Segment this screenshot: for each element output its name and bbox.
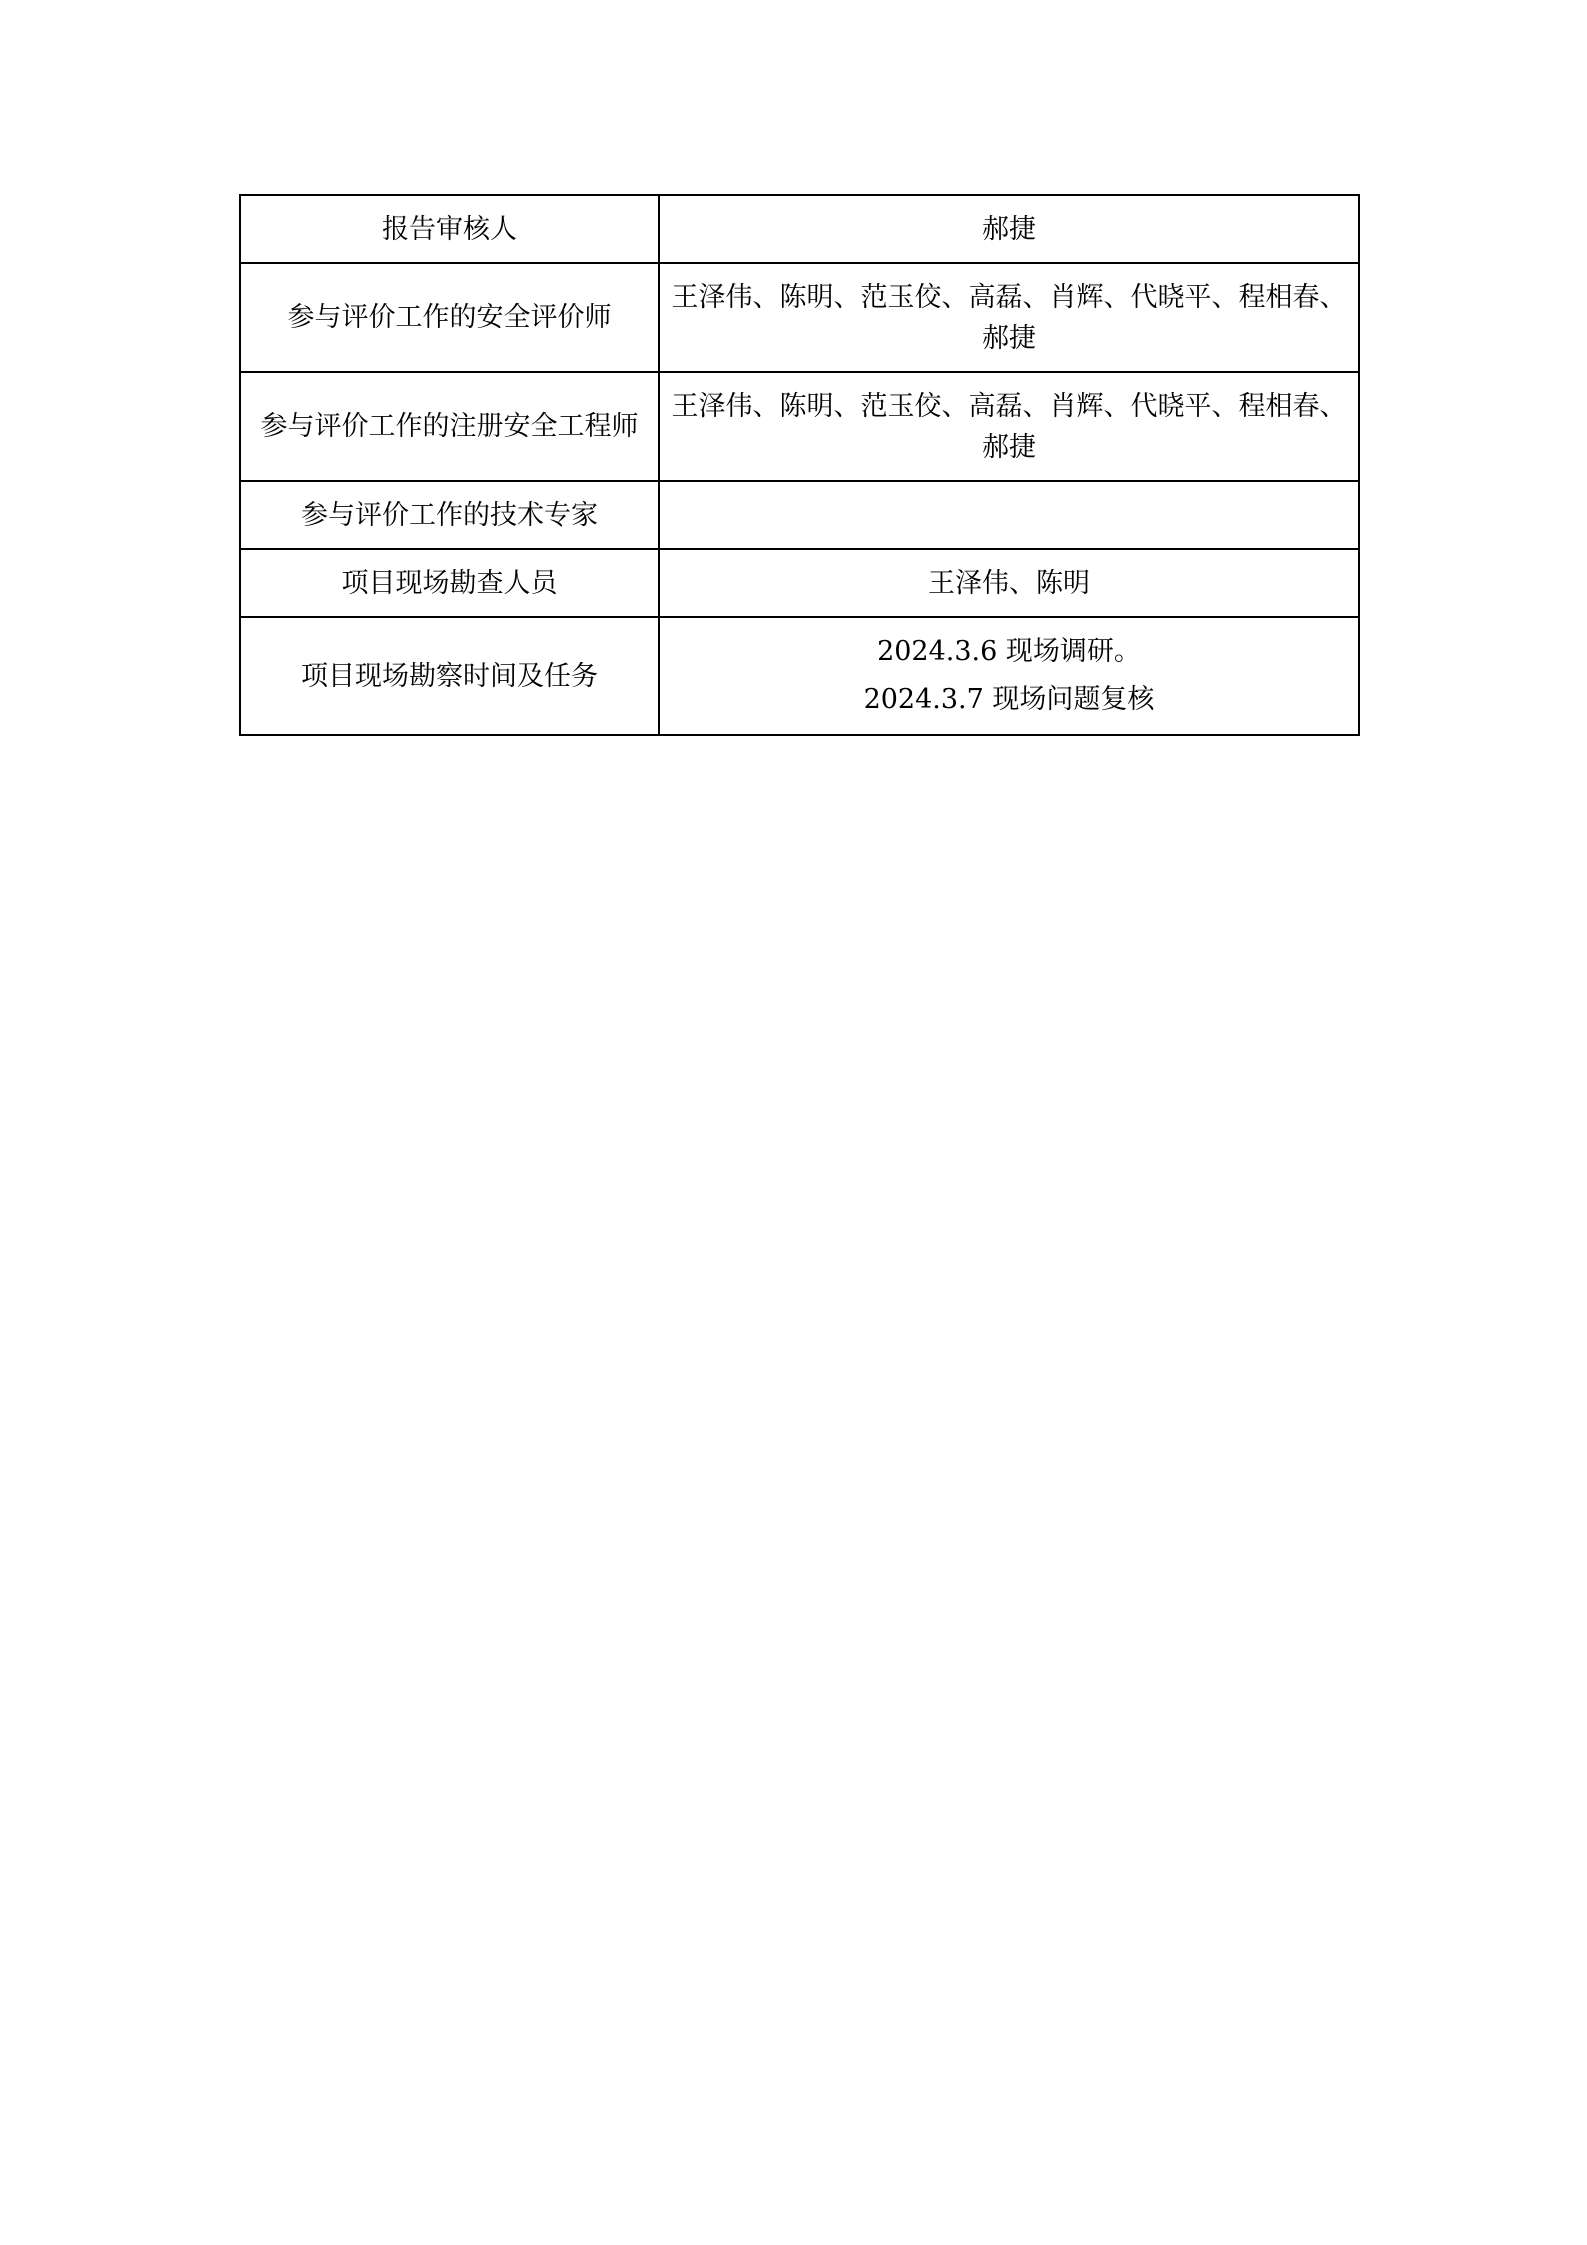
table-row — [240, 549, 1359, 617]
survey-date-line: 2024.3.6 现场调研。 — [877, 636, 1141, 667]
row-value-technical-experts — [659, 481, 1359, 549]
table-row — [240, 372, 1359, 481]
table-row — [240, 481, 1359, 549]
row-label-registered-safety-engineers: 参与评价工作的注册安全工程师 — [240, 372, 659, 481]
row-value-report-reviewer: 郝捷 — [659, 195, 1359, 263]
row-value-site-survey-staff: 王泽伟、陈明 — [659, 549, 1359, 617]
row-value-registered-safety-engineers: 王泽伟、陈明、范玉佼、高磊、肖辉、代晓平、程相春、郝捷 — [659, 372, 1359, 481]
row-label-safety-evaluators: 参与评价工作的安全评价师 — [240, 263, 659, 372]
row-label-site-survey-staff: 项目现场勘查人员 — [240, 549, 659, 617]
evaluation-personnel-table — [239, 194, 1360, 736]
row-value-site-survey-time-tasks — [659, 617, 1359, 735]
table-row — [240, 195, 1359, 263]
row-value-safety-evaluators: 王泽伟、陈明、范玉佼、高磊、肖辉、代晓平、程相春、郝捷 — [659, 263, 1359, 372]
survey-date-line: 2024.3.7 现场问题复核 — [863, 684, 1155, 715]
row-label-site-survey-time-tasks: 项目现场勘察时间及任务 — [240, 617, 659, 735]
table-row — [240, 617, 1359, 735]
row-label-technical-experts: 参与评价工作的技术专家 — [240, 481, 659, 549]
row-label-report-reviewer: 报告审核人 — [240, 195, 659, 263]
table-row — [240, 263, 1359, 372]
